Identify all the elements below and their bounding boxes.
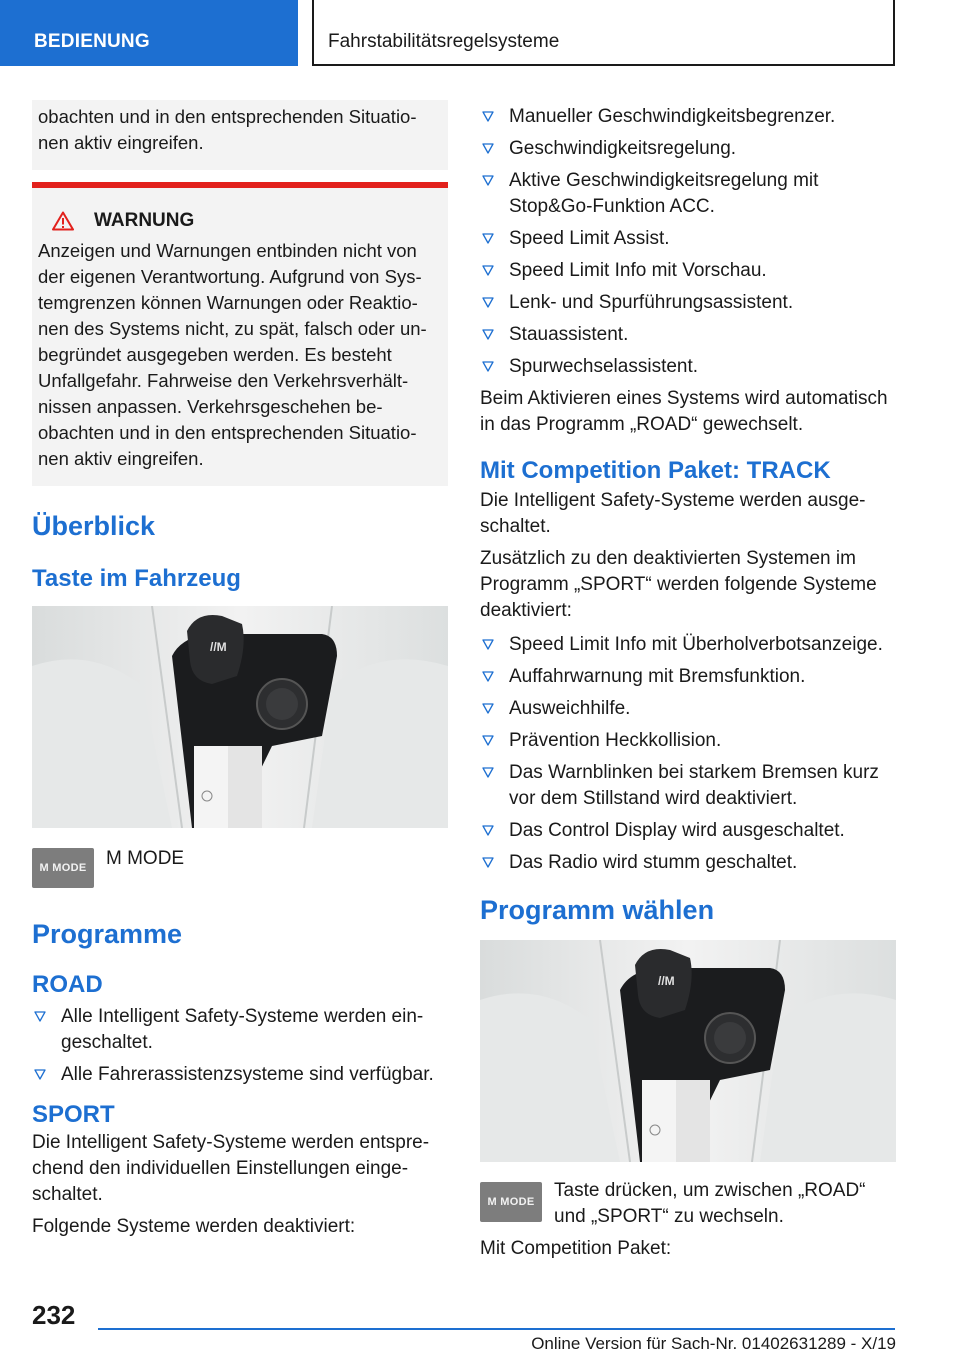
sport-item-text: Speed Limit Assist. [509,228,670,249]
competition-text: Mit Competition Paket: [480,1238,672,1259]
bullet-triangle-icon [482,329,494,341]
track-item [480,632,896,658]
road-item-text: Alle Intelligent Safety-Systeme werden ein-geschaltet. [61,1006,424,1053]
svg-text://M: //M [210,640,227,654]
road-item-text: Alle Fahrerassistenzsysteme sind verfügbar. [61,1064,434,1085]
sport-item-text: Spurwechselassistent. [509,356,699,377]
select-program-heading: Programm wählen [480,895,715,925]
mmode-caption: M MODE [106,848,185,869]
track-item-text: Das Radio wird stumm geschaltet. [509,852,798,873]
road-item [32,1062,448,1088]
track-item-text: Auffahrwarnung mit Bremsfunktion. [509,666,806,687]
center-console-illustration-2 [480,940,896,1162]
track-item [480,850,896,876]
mmode-button-row [32,848,448,888]
bullet-triangle-icon [482,175,494,187]
sport-heading: SPORT [32,1101,115,1128]
road-heading: ROAD [32,971,103,998]
continued-text: obachten und in den entsprechenden Situatio-nen aktiv eingreifen. [38,106,417,153]
bullet-triangle-icon [482,361,494,373]
track-item-text: Das Warnblinken bei starkem Bremsen kurz vor dem Stillstand wird deaktiviert. [509,762,879,809]
svg-text://M: //M [658,974,675,988]
bullet-triangle-icon [482,825,494,837]
track-item-text: Prävention Heckkollision. [509,730,722,751]
section-title: BEDIENUNG [34,31,150,52]
gear-selector-image-2 [480,940,896,1162]
overview-heading: Überblick [32,511,156,541]
sport-item-text: Stauassistent. [509,324,629,345]
sport-item [480,136,896,162]
bullet-triangle-icon [482,857,494,869]
warning-header [52,210,440,232]
sport-item [480,322,896,348]
bullet-triangle-icon [482,297,494,309]
sport-item-text: Geschwindigkeitsregelung. [509,138,737,159]
track-text: Die Intelligent Safety-Systeme werden ausge-schaltet. [480,490,866,537]
sport-item-text: Aktive Geschwindigkeitsregelung mit Stop&Go-Funktion ACC. [509,170,819,217]
center-console-illustration [32,606,448,828]
bullet-triangle-icon [482,671,494,683]
bullet-triangle-icon [482,265,494,277]
chapter-tab [312,0,895,66]
track-item-text: Speed Limit Info mit Überholverbotsanzeige. [509,634,883,655]
m-mode-button-icon: M MODE [32,848,94,888]
footer-online-version: Online Version für Sach-Nr. 01402631289 - X/19 [531,1334,896,1353]
mmode-button-row-2 [480,1182,896,1230]
sport-item [480,354,896,380]
sport-note: Beim Aktivieren eines Systems wird automatisch in das Programm „ROAD“ gewechselt. [480,388,888,435]
track-text-2: Zusätzlich zu den deaktivierten Systemen im Programm „SPORT“ werden folgende Systeme deaktiviert: [480,548,877,621]
road-item [32,1004,448,1056]
select-caption: Taste drücken, um zwischen „ROAD“ und „SPORT“ zu wechseln. [554,1180,866,1227]
sport-text-2: Folgende Systeme werden deaktiviert: [32,1216,356,1237]
sport-item [480,226,896,252]
warning-box [32,182,448,486]
bullet-triangle-icon [482,233,494,245]
section-tab [0,0,298,66]
track-item [480,664,896,690]
bullet-triangle-icon [482,143,494,155]
warning-title: WARNUNG [94,210,195,231]
track-heading: Mit Competition Paket: TRACK [480,457,831,484]
track-item [480,760,896,812]
sport-text: Die Intelligent Safety-Systeme werden entspre-chend den individuellen Einstellungen einge-schaltet. [32,1132,430,1205]
track-item [480,728,896,754]
sport-item [480,290,896,316]
programs-heading: Programme [32,919,183,949]
page-number: 232 [32,1300,76,1330]
continued-note [32,100,448,170]
bullet-triangle-icon [34,1011,46,1023]
track-item-text: Das Control Display wird ausgeschaltet. [509,820,845,841]
track-item [480,818,896,844]
sport-item [480,104,896,130]
sport-item-text: Lenk- und Spurführungsassistent. [509,292,794,313]
bullet-triangle-icon [482,735,494,747]
sport-item-text: Manueller Geschwindigkeitsbegrenzer. [509,106,836,127]
track-deactivated-list [480,632,896,876]
left-column [32,100,448,1240]
sport-item [480,168,896,220]
track-item-text: Ausweichhilfe. [509,698,631,719]
bullet-triangle-icon [482,639,494,651]
track-item [480,696,896,722]
warning-triangle-icon [52,211,74,231]
sport-item [480,258,896,284]
bullet-triangle-icon [34,1069,46,1081]
right-column [480,100,896,1262]
sport-deactivated-list [480,104,896,380]
m-mode-button-icon-2: M MODE [480,1182,542,1222]
footer-divider [98,1328,895,1330]
bullet-triangle-icon [482,111,494,123]
bullet-triangle-icon [482,767,494,779]
warning-text: Anzeigen und Warnungen entbinden nicht von der eigenen Verantwortung. Aufgrund von Sys-temgrenzen können Warnungen oder Reaktio-nen des Systems nicht, zu spät, falsch oder un-begründet ausgegeben werden. Es besteht Unfallgefahr. Fahrweise den Verkehrsverhält-nissen anpassen. Verkehrsgeschehen be-obachten und in den entsprechenden Situatio-nen aktiv eingreifen. [38,240,427,469]
sport-item-text: Speed Limit Info mit Vorschau. [509,260,767,281]
button-heading: Taste im Fahrzeug [32,565,241,592]
bullet-triangle-icon [482,703,494,715]
road-list [32,1004,448,1088]
chapter-title: Fahrstabilitätsregelsysteme [328,31,560,52]
gear-selector-image [32,606,448,828]
